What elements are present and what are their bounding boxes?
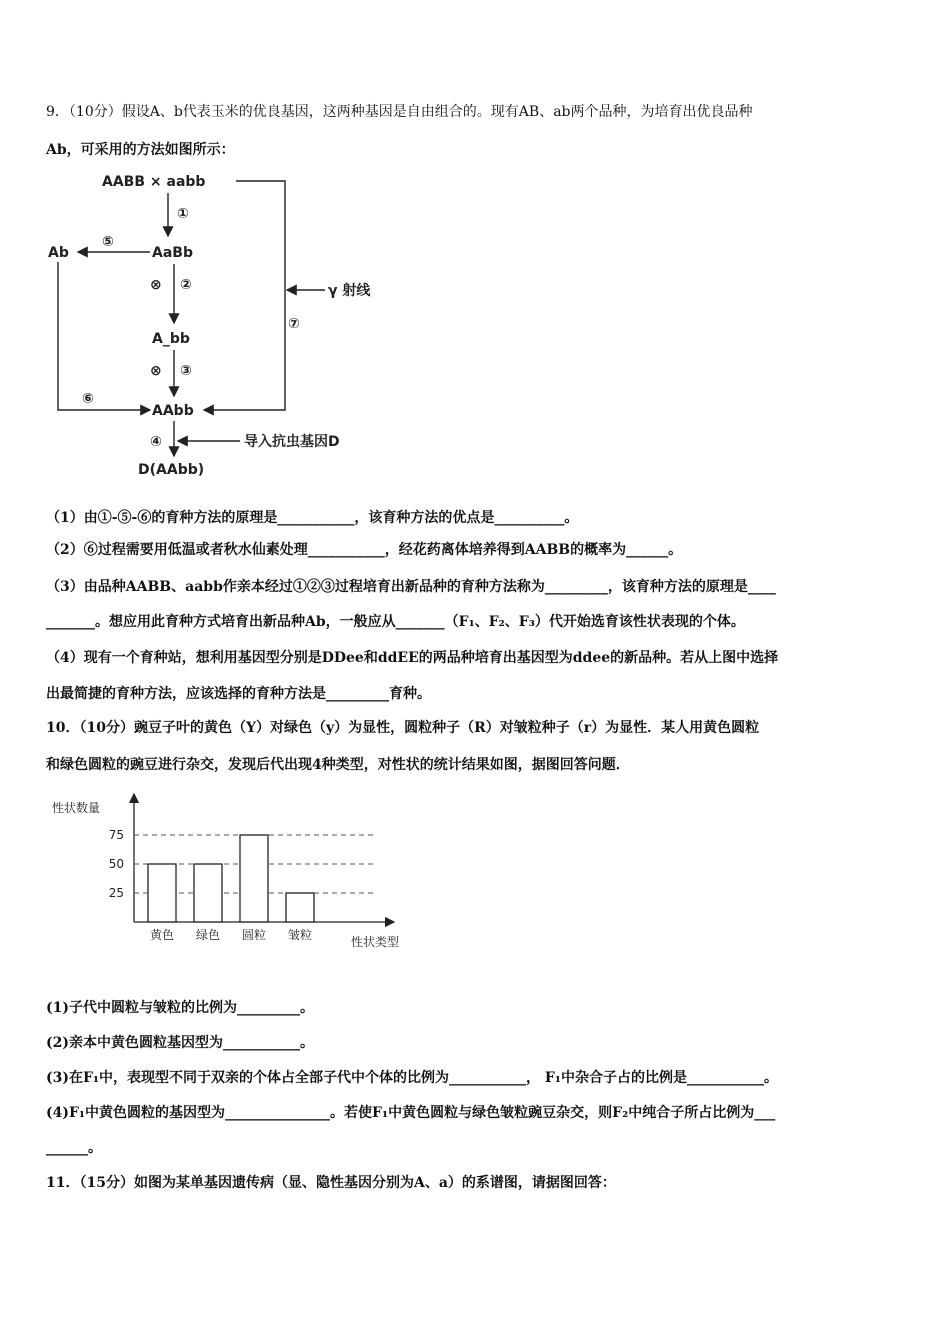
gene-label: 导入抗虫基因D [244, 434, 340, 450]
chart-bar-2 [240, 835, 268, 922]
q9-sub4b: 出最简捷的育种方法，应该选择的育种方法是_________育种。 [46, 686, 431, 702]
diagram-aabb-target: AAbb [152, 403, 194, 419]
step-7-label: ⑦ [288, 316, 300, 332]
diagram-f1: AaBb [152, 245, 193, 261]
chart-bar-0 [148, 864, 176, 922]
step-4-label: ④ [150, 434, 162, 450]
q10-sub1: (1)子代中圆粒与皱粒的比例为_________。 [46, 1000, 314, 1016]
q10-sub2: (2)亲本中黄色圆粒基因型为___________。 [46, 1035, 314, 1051]
chart-xtick-0: 黄色 [149, 928, 175, 942]
q10-sub4a: (4)F₁中黄色圆粒的基因型为_______________。若使F₁中黄色圆粒与绿色皱粒豌豆杂交，则F₂中纯合子所占比例为___ [46, 1105, 776, 1121]
diagram-parents: AABB × aabb [102, 174, 206, 190]
arrow-7 [204, 181, 285, 410]
chart-xtick-1: 绿色 [195, 928, 221, 942]
chart-ytick-25: 25 [108, 886, 124, 900]
q9-line1: 9．（10分）假设A、b代表玉米的优良基因，这两种基因是自由组合的。现有AB、ab两个品种，为培育出优良品种 [46, 104, 753, 120]
q10-line1: 10．（10分）豌豆子叶的黄色（Y）对绿色（y）为显性，圆粒种子（R）对皱粒种子（r）为显性．某人用黄色圆粒 [46, 720, 760, 736]
step-2-label: ② [180, 277, 192, 293]
q9-sub1: （1）由①-⑤-⑥的育种方法的原理是___________，该育种方法的优点是__________。 [46, 510, 579, 526]
step-5-label: ⑤ [102, 234, 114, 250]
diagram-bottom: D(AAbb) [138, 462, 205, 478]
q9-sub3a: （3）由品种AABB、aabb作亲本经过①②③过程培育出新品种的育种方法称为_________，该育种方法的原理是____ [46, 579, 776, 595]
chart-ytick-50: 50 [108, 857, 124, 871]
diagram-ab: Ab [48, 245, 69, 261]
chart-bar-3 [286, 893, 314, 922]
trait-bar-chart [46, 790, 426, 960]
diagram-abar: A_bb [152, 331, 190, 347]
breeding-diagram [40, 168, 440, 478]
gamma-label: γ 射线 [328, 283, 371, 299]
q10-sub4b: ______。 [46, 1140, 102, 1156]
chart-xtick-2: 圆粒 [241, 928, 267, 942]
chart-xlabel: 性状类型 [351, 935, 400, 949]
q11-line1: 11．（15分）如图为某单基因遗传病（显、隐性基因分别为A、a）的系谱图，请据图回答： [46, 1175, 616, 1191]
step-6-label: ⑥ [82, 391, 94, 407]
q9-sub2: （2）⑥过程需要用低温或者秋水仙素处理___________，经花药离体培养得到AABB的概率为______。 [46, 542, 683, 558]
arrow-6 [58, 262, 150, 410]
step-1-label: ① [177, 206, 189, 222]
q9-sub3b: _______。想应用此育种方式培育出新品种Ab，一般应从_______（F₁、F₂、F₃）代开始选育该性状表现的个体。 [46, 614, 745, 630]
q10-sub3: (3)在F₁中，表现型不同于双亲的个体占全部子代中个体的比例为___________， F₁中杂合子占的比例是___________。 [46, 1070, 779, 1086]
chart-bar-1 [194, 864, 222, 922]
self-cross-icon-1: ⊗ [150, 277, 162, 293]
chart-ytick-75: 75 [108, 828, 124, 842]
step-3-label: ③ [180, 363, 192, 379]
self-cross-icon-2: ⊗ [150, 363, 162, 379]
chart-xtick-3: 皱粒 [287, 928, 313, 942]
q10-line2: 和绿色圆粒的豌豆进行杂交，发现后代出现4种类型，对性状的统计结果如图，据图回答问题． [46, 757, 630, 773]
chart-ylabel: 性状数量 [52, 801, 101, 815]
q9-line2: Ab，可采用的方法如图所示： [46, 142, 235, 158]
q9-sub4a: （4）现有一个育种站，想利用基因型分别是DDee和ddEE的两品种培育出基因型为ddee的新品种。若从上图中选择 [46, 650, 779, 666]
